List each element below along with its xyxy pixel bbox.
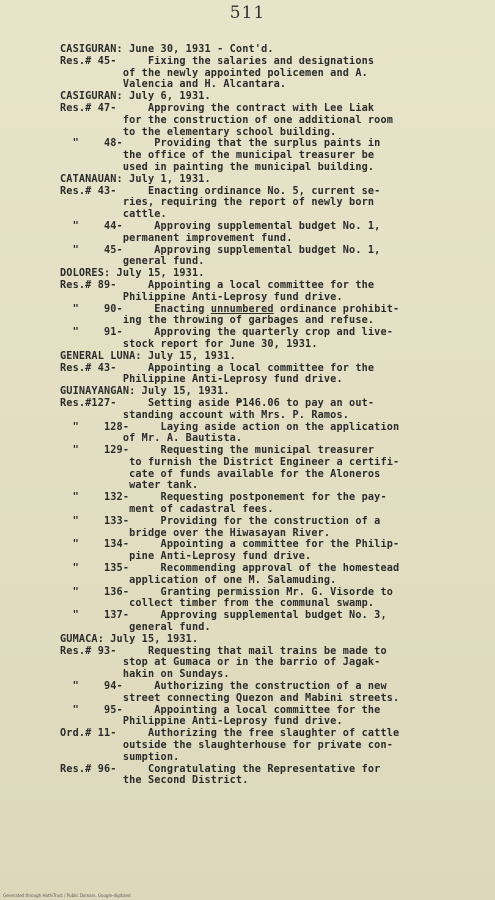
text-line: street connecting Quezon and Mabini streets. bbox=[60, 692, 400, 704]
text-line: " 129- Requesting the municipal treasurer bbox=[60, 445, 375, 457]
text-line: standing account with Mrs. P. Ramos. bbox=[60, 409, 350, 421]
text-line: " 128- Laying aside action on the application bbox=[60, 421, 400, 433]
text-line: DOLORES: July 15, 1931. bbox=[60, 268, 205, 280]
text-line: the office of the municipal treasurer be bbox=[60, 150, 375, 162]
text-line: " 95- Appointing a local committee for the bbox=[60, 704, 381, 716]
text-line: " 132- Requesting postponement for the pay- bbox=[60, 492, 387, 504]
text-line: GUINAYANGAN: July 15, 1931. bbox=[60, 386, 230, 398]
text-line: " 48- Providing that the surplus paints in bbox=[60, 138, 381, 150]
text-line: Ord.# 11- Authorizing the free slaughter of cattle bbox=[60, 728, 400, 740]
text-line: Res.# 93- Requesting that mail trains be made to bbox=[60, 645, 387, 657]
text-line: sumption. bbox=[60, 751, 180, 763]
text-line: CASIGURAN: June 30, 1931 - Cont'd. bbox=[60, 44, 274, 55]
text-line: " 135- Recommending approval of the homestead bbox=[60, 563, 400, 575]
text-line: CATANAUAN: July 1, 1931. bbox=[60, 173, 211, 185]
text-line: of Mr. A. Bautista. bbox=[60, 433, 243, 445]
text-line: Res.# 47- Approving the contract with Lee Liak bbox=[60, 102, 375, 114]
text-line: ment of cadastral fees. bbox=[60, 504, 274, 516]
text-line: CASIGURAN: July 6, 1931. bbox=[60, 91, 211, 103]
text-line: Philippine Anti-Leprosy fund drive. bbox=[60, 291, 343, 303]
text-line: " 44- Approving supplemental budget No. 1, bbox=[60, 220, 381, 232]
text-line: Res.# 43- Enacting ordinance No. 5, current se- bbox=[60, 185, 381, 197]
text-line: pine Anti-Leprosy fund drive. bbox=[60, 551, 312, 563]
text-line: cate of funds available for the Aloneros bbox=[60, 468, 381, 480]
text-line: " 136- Granting permission Mr. G. Visorde to bbox=[60, 586, 394, 598]
text-line: " 137- Approving supplemental budget No. 3, bbox=[60, 610, 387, 622]
text-line: outside the slaughterhouse for private con- bbox=[60, 740, 394, 752]
text-line: to the elementary school building. bbox=[60, 126, 337, 138]
text-line: general fund. bbox=[60, 622, 211, 634]
text-line: ing the throwing of garbages and refuse. bbox=[60, 315, 375, 327]
text-line: GENERAL LUNA: July 15, 1931. bbox=[60, 350, 236, 362]
text-line: Valencia and H. Alcantara. bbox=[60, 79, 287, 91]
text-line: stock report for June 30, 1931. bbox=[60, 338, 318, 350]
text-line: " 94- Authorizing the construction of a new bbox=[60, 681, 387, 693]
document-body bbox=[60, 44, 480, 787]
text-line: Philippine Anti-Leprosy fund drive. bbox=[60, 374, 343, 386]
page-number: 511 bbox=[229, 3, 266, 23]
text-line: application of one M. Salamuding. bbox=[60, 574, 337, 586]
text-line: hakin on Sundays. bbox=[60, 669, 230, 681]
text-line: collect timber from the communal swamp. bbox=[60, 598, 375, 610]
text-line: water tank. bbox=[60, 480, 199, 492]
text-line: stop at Gumaca or in the barrio of Jagak- bbox=[60, 657, 381, 669]
text-line: used in painting the municipal building. bbox=[60, 161, 375, 173]
text-line: Res.# 43- Appointing a local committee for the bbox=[60, 362, 375, 374]
underlined-word: unnumbered bbox=[210, 303, 274, 315]
text-line: Res.# 89- Appointing a local committee for the bbox=[60, 279, 375, 291]
text-line: Res.#127- Setting aside ₱146.06 to pay an out- bbox=[60, 397, 375, 409]
text-line: of the newly appointed policemen and A. bbox=[60, 67, 368, 79]
text-line: " 90- Enacting unnumbered ordinance prohibit- bbox=[60, 303, 400, 315]
text-line: " 45- Approving supplemental budget No. 1, bbox=[60, 244, 381, 256]
text-line: general fund. bbox=[60, 256, 205, 268]
text-line: Philippine Anti-Leprosy fund drive. bbox=[60, 716, 343, 728]
text-line: Res.# 96- Congratulating the Representative for bbox=[60, 763, 381, 775]
text-line: Res.# 45- Fixing the salaries and designations bbox=[60, 55, 375, 67]
text-line: GUMACA: July 15, 1931. bbox=[60, 633, 199, 645]
text-line: permanent improvement fund. bbox=[60, 232, 293, 244]
scan-footer: Generated through HathiTrust / Public Domain, Google-digitized bbox=[3, 893, 131, 898]
text-line: to furnish the District Engineer a certifi- bbox=[60, 456, 400, 468]
text-line: the Second District. bbox=[60, 775, 249, 787]
text-line: bridge over the Hiwasayan River. bbox=[60, 527, 331, 539]
text-line: ries, requiring the report of newly born bbox=[60, 197, 375, 209]
text-line: cattle. bbox=[60, 209, 167, 221]
text-line: " 133- Providing for the construction of a bbox=[60, 515, 381, 527]
text-line: " 91- Approving the quarterly crop and live- bbox=[60, 327, 394, 339]
text-line: " 134- Appointing a committee for the Philip- bbox=[60, 539, 400, 551]
text-line: for the construction of one additional room bbox=[60, 114, 394, 126]
